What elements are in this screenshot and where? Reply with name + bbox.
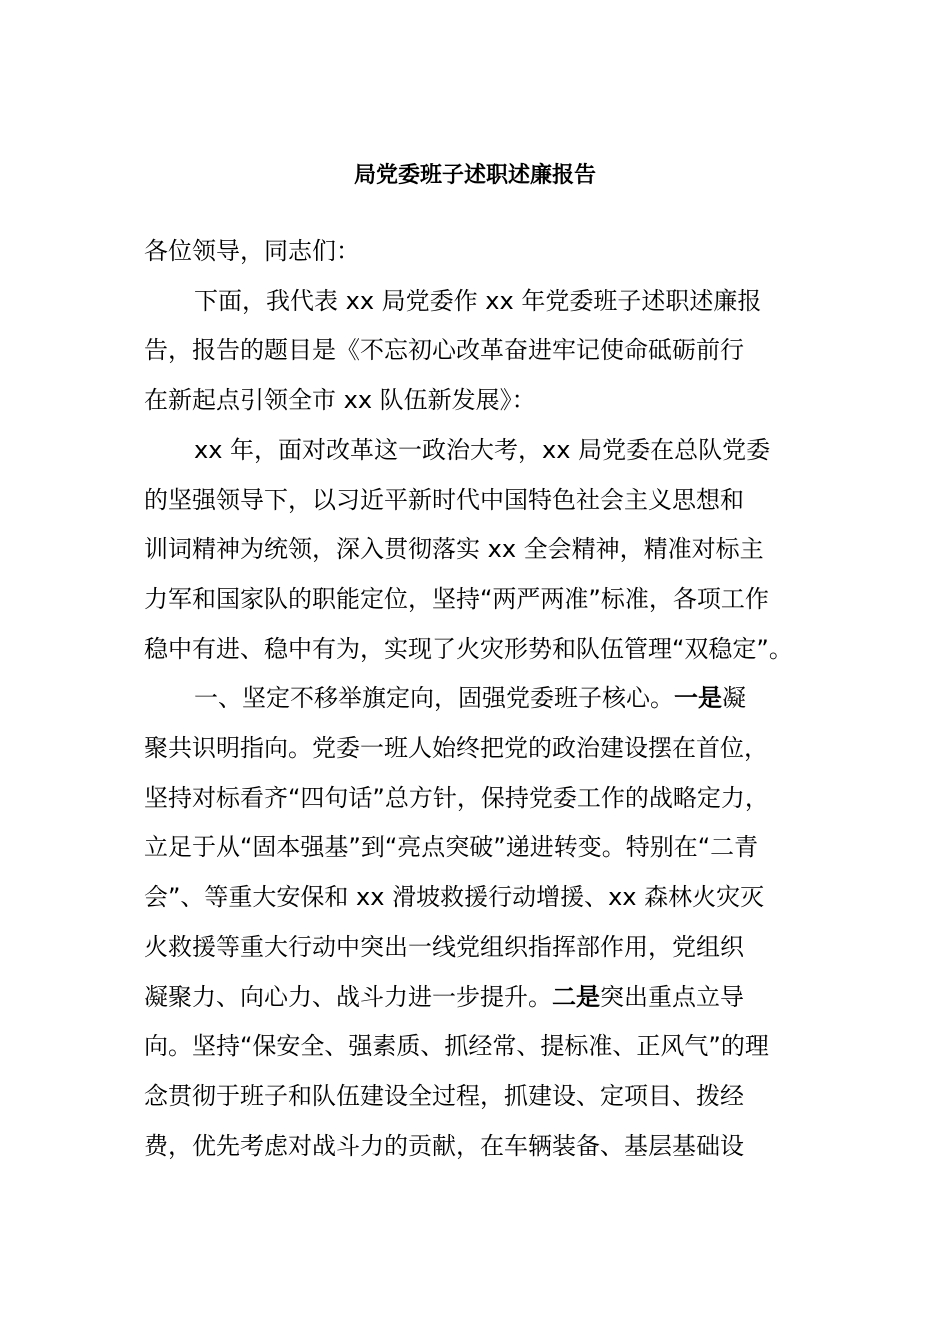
paragraph-line: 训词精神为统领，深入贯彻落实 xx 全会精神，精准对标主	[144, 535, 764, 563]
paragraph-text: 突出重点立导	[600, 983, 744, 1011]
paragraph-line: 力军和国家队的职能定位，坚持“两严两准”标准，各项工作	[144, 585, 769, 613]
paragraph-line: 会”、等重大安保和 xx 滑坡救援行动增援、xx 森林火灾灭	[144, 883, 765, 911]
paragraph-line: 念贯彻于班子和队伍建设全过程，抓建设、定项目、拨经	[144, 1082, 744, 1110]
paragraph-line: 聚共识明指向。党委一班人始终把党的政治建设摆在首位，	[144, 734, 768, 762]
paragraph-line: 下面，我代表 xx 局党委作 xx 年党委班子述职述廉报	[194, 287, 762, 315]
point-marker: 一是	[674, 684, 722, 712]
paragraph-line	[144, 979, 744, 1015]
paragraph-line: 向。坚持“保安全、强素质、抓经常、提标准、正风气”的理	[144, 1032, 769, 1060]
paragraph-line: 的坚强领导下，以习近平新时代中国特色社会主义思想和	[144, 486, 744, 514]
point-marker: 二是	[552, 983, 600, 1011]
paragraph-line: 稳中有进、稳中有为，实现了火灾形势和队伍管理“双稳定”。	[144, 635, 793, 663]
paragraph-line: 火救援等重大行动中突出一线党组织指挥部作用，党组织	[144, 933, 744, 961]
paragraph-line: 在新起点引领全市 xx 队伍新发展》：	[144, 386, 536, 414]
paragraph-line: 立足于从“固本强基”到“亮点突破”递进转变。特别在“二青	[144, 833, 759, 861]
greeting: 各位领导，同志们：	[144, 237, 360, 265]
paragraph-text: 凝聚力、向心力、战斗力进一步提升。	[144, 983, 552, 1011]
paragraph-line: 告，报告的题目是《不忘初心改革奋进牢记使命砥砺前行	[144, 336, 744, 364]
paragraph-text: 凝	[722, 684, 746, 712]
paragraph-line: 费，优先考虑对战斗力的贡献，在车辆装备、基层基础设	[144, 1132, 744, 1160]
paragraph-line: xx 年，面对改革这一政治大考，xx 局党委在总队党委	[194, 436, 771, 464]
paragraph-line: 坚持对标看齐“四句话”总方针，保持党委工作的战略定力，	[144, 784, 769, 812]
section-heading-line	[194, 680, 746, 716]
section-heading: 一、坚定不移举旗定向，固强党委班子核心。	[194, 684, 674, 712]
page-title: 局党委班子述职述廉报告	[353, 163, 596, 188]
